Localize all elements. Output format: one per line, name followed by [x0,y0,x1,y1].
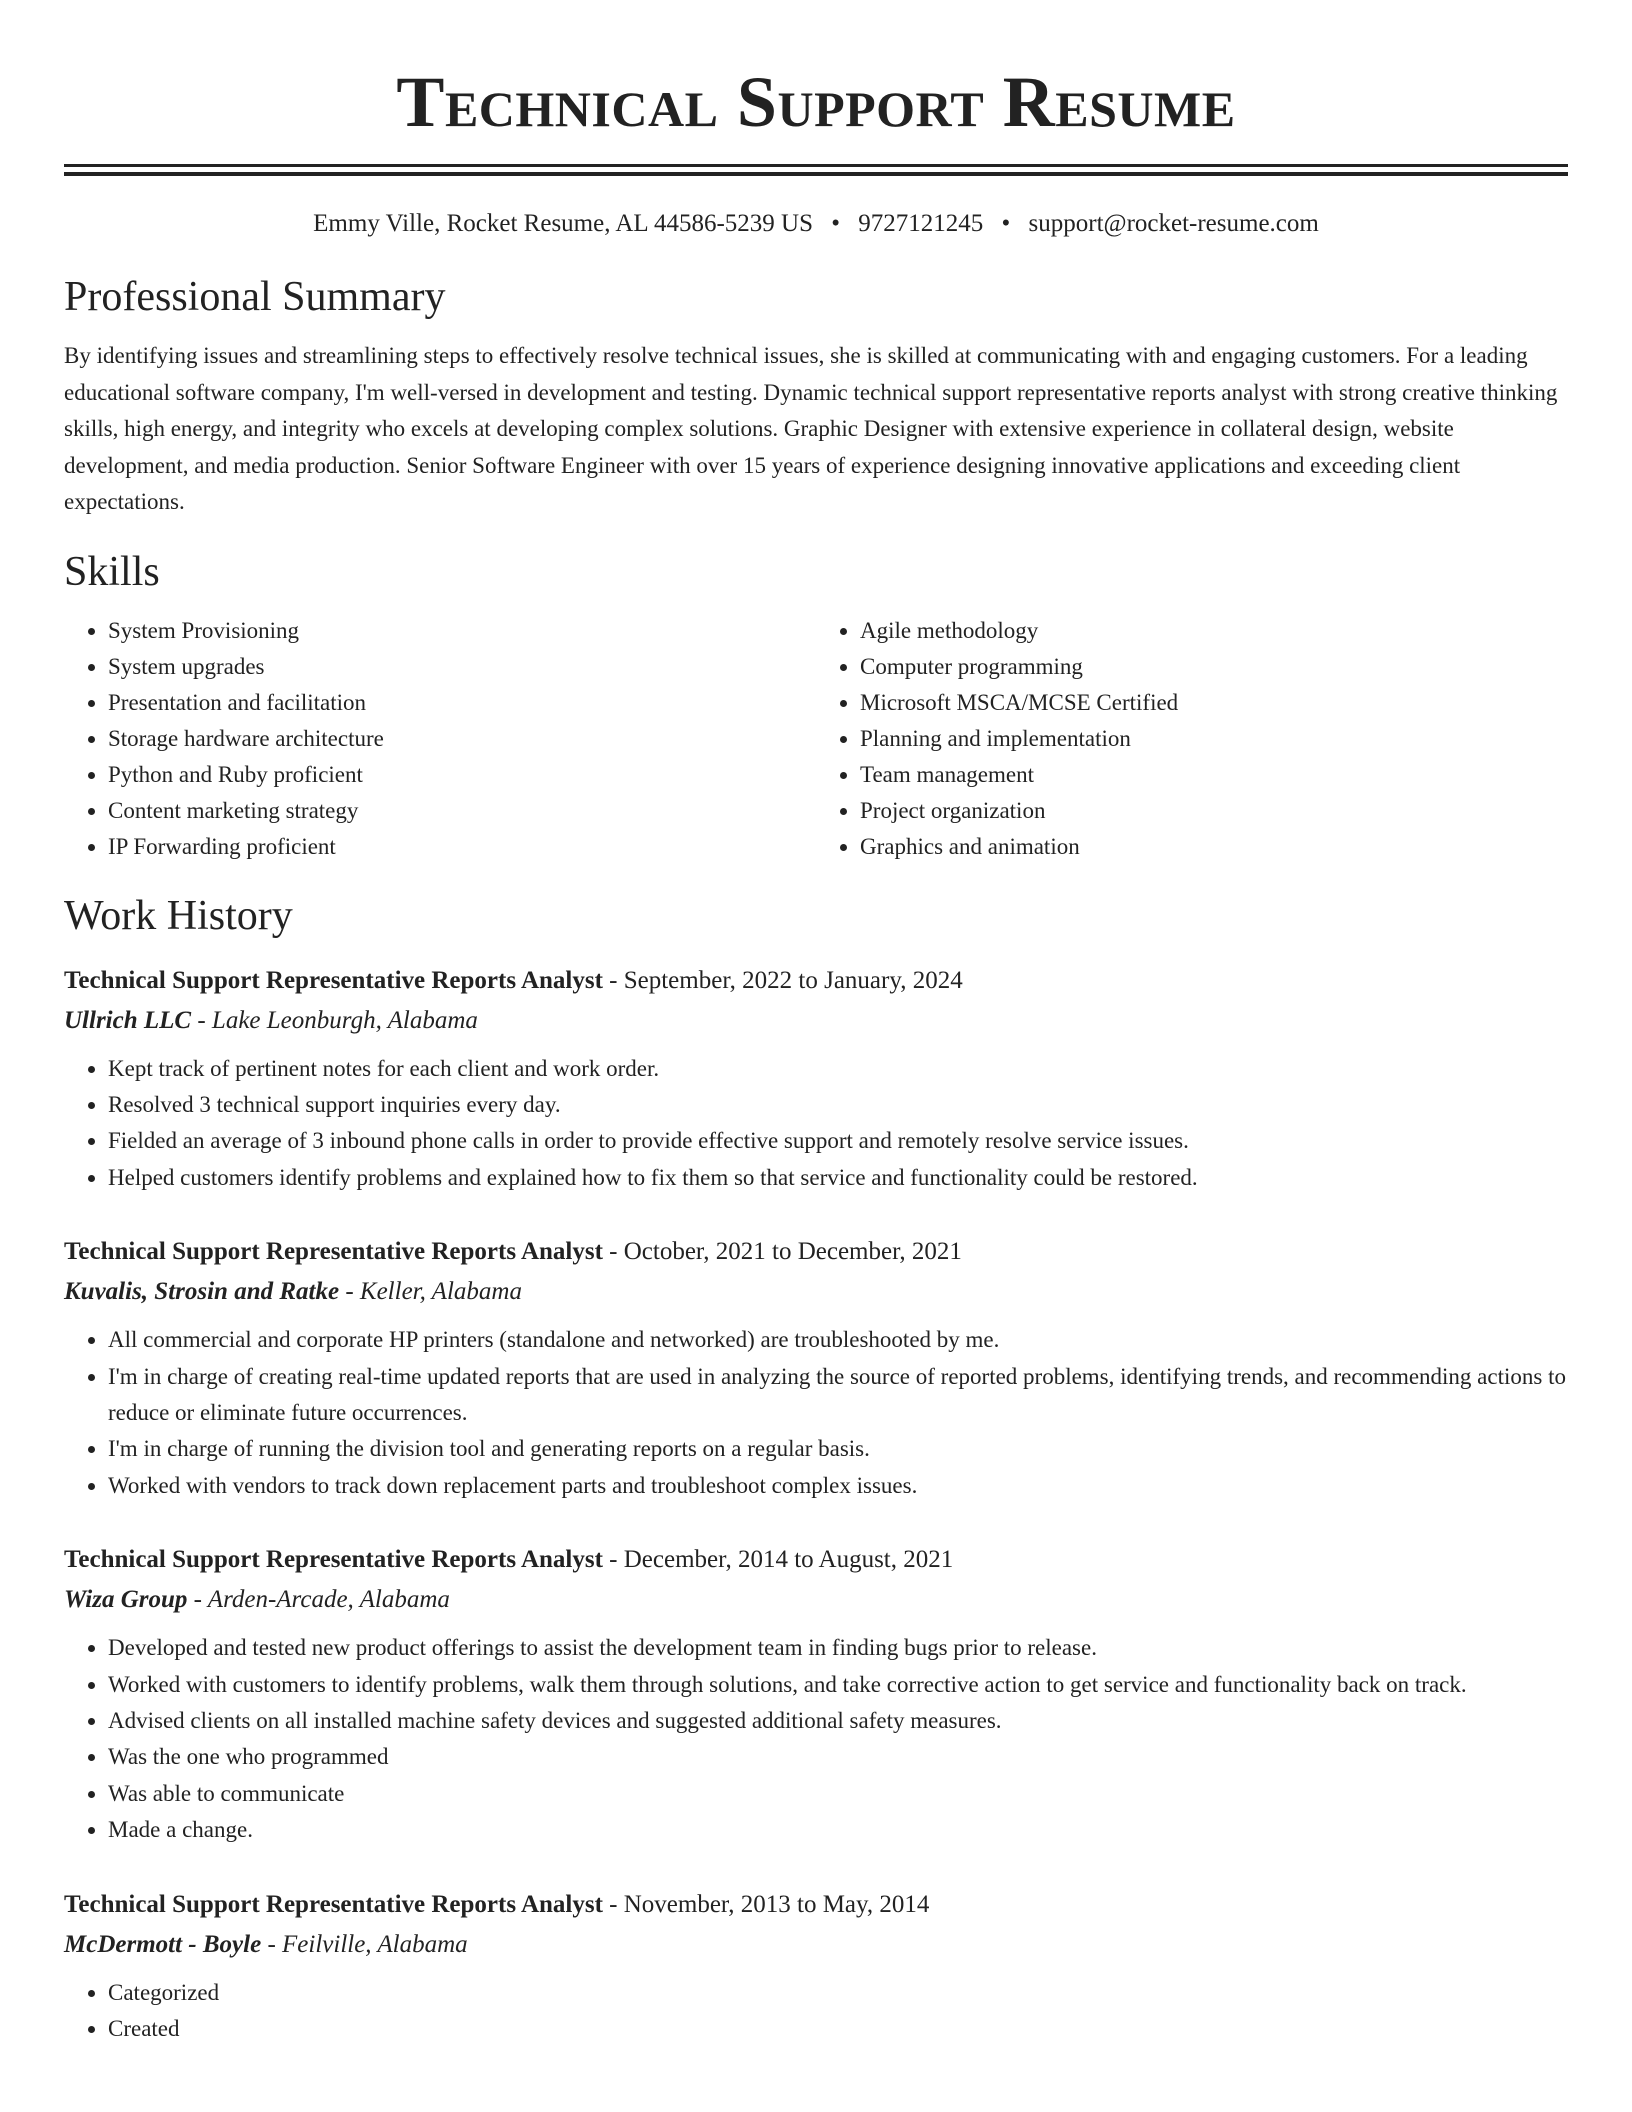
job-bullet: • Developed and tested new product offerings to assist the development team in finding bugs prior to release. [108,1630,1568,1666]
job-bullets [64,1630,1568,1848]
skills-section [64,547,1568,865]
job-bullet: • Worked with vendors to track down replacement parts and troubleshoot complex issues. [108,1468,1568,1504]
contact-phone: 9727121245 [858,210,984,237]
job-title: Technical Support Representative Reports Analyst [64,1546,603,1574]
job-bullet: • All commercial and corporate HP printers (standalone and networked) are troubleshooted by me. [108,1322,1568,1358]
contact-separator: • [831,210,841,237]
job-title-line: Technical Support Representative Reports Analyst - October, 2021 to December, 2021 [64,1238,962,1266]
resume-page [64,0,1568,2047]
skills-list-left [64,613,816,865]
resume-title: Technical Support Resume [396,62,1236,142]
job-title-line: Technical Support Representative Reports Analyst - December, 2014 to August, 2021 [64,1546,954,1574]
skill-item: • Computer programming [860,649,1568,685]
job-location: Feilville, Alabama [282,1930,468,1958]
skill-item: • Agile methodology [860,613,1568,649]
skill-item: • Planning and implementation [860,721,1568,757]
summary-section [64,272,1568,521]
skills-list-right [816,613,1568,865]
title-divider-top [64,164,1568,167]
job-title-line: Technical Support Representative Reports Analyst - September, 2022 to January, 2024 [64,966,963,994]
skill-item: • Graphics and animation [860,829,1568,865]
job-title: Technical Support Representative Reports Analyst [64,1238,603,1266]
skill-item: • Python and Ruby proficient [108,757,816,793]
job-bullet: • Created [108,2011,1568,2047]
contact-address: Emmy Ville, Rocket Resume, AL 44586-5239 US [313,210,814,237]
job-bullets [64,1975,1568,2048]
job-company: Wiza Group [64,1586,188,1614]
summary-text: By identifying issues and streamlining steps to effectively resolve technical issues, she is skilled at communicating with and engaging customers. For a leading educational software company, I'm well-versed in development and testing. Dynamic technical support representative reports analyst with strong creative thinking skills, high energy, and integrity who excels at developing complex solutions. Graphic Designer with extensive experience in collateral design, website development, and media production. Senior Software Engineer with over 15 years of experience designing innovative applications and exceeding client expectations. [64,343,1558,514]
job-entry [64,1889,1568,2048]
job-bullet: • Fielded an average of 3 inbound phone calls in order to provide effective support and remotely resolve service issues. [108,1123,1568,1159]
contact-line [64,208,1568,240]
skill-item: • Project organization [860,793,1568,829]
title-divider-bottom [64,172,1568,176]
job-location: Arden-Arcade, Alabama [207,1586,450,1614]
job-location: Lake Leonburgh, Alabama [211,1006,478,1034]
job-bullet: • Advised clients on all installed machine safety devices and suggested additional safety measures. [108,1703,1568,1739]
job-company: Ullrich LLC [64,1006,192,1034]
skills-columns [64,613,1568,865]
skill-item: • IP Forwarding proficient [108,829,816,865]
job-company: Kuvalis, Strosin and Ratke [64,1278,340,1306]
job-dates: November, 2013 to May, 2014 [623,1890,930,1918]
job-title-line: Technical Support Representative Reports Analyst - November, 2013 to May, 2014 [64,1890,930,1918]
job-bullet: • Kept track of pertinent notes for each client and work order. [108,1051,1568,1087]
skill-item: • System upgrades [108,649,816,685]
job-entry [64,1236,1568,1504]
job-title: Technical Support Representative Reports Analyst [64,1890,603,1918]
skill-item: • Presentation and facilitation [108,685,816,721]
job-location: Keller, Alabama [359,1278,522,1306]
skill-item: • System Provisioning [108,613,816,649]
job-bullets [64,1051,1568,1197]
job-company-line: Wiza Group - Arden-Arcade, Alabama [64,1586,450,1614]
job-bullets [64,1322,1568,1504]
job-company-line: Kuvalis, Strosin and Ratke - Keller, Alabama [64,1278,522,1306]
skill-item: • Microsoft MSCA/MCSE Certified [860,685,1568,721]
skill-item: • Team management [860,757,1568,793]
job-dates: December, 2014 to August, 2021 [623,1546,954,1574]
job-dates: September, 2022 to January, 2024 [623,966,963,994]
job-bullet: • Made a change. [108,1812,1568,1848]
job-bullet: • Helped customers identify problems and explained how to fix them so that service and functionality could be restored. [108,1160,1568,1196]
job-title: Technical Support Representative Reports Analyst [64,966,603,994]
job-company-line: McDermott - Boyle - Feilville, Alabama [64,1930,468,1958]
job-bullet: • Was the one who programmed [108,1739,1568,1775]
job-dates: October, 2021 to December, 2021 [623,1238,962,1266]
job-company: McDermott - Boyle [64,1930,262,1958]
job-company-line: Ullrich LLC - Lake Leonburgh, Alabama [64,1006,478,1034]
contact-separator: • [1001,210,1011,237]
skill-item: • Content marketing strategy [108,793,816,829]
work-history-section [64,891,1568,2048]
skill-item: • Storage hardware architecture [108,721,816,757]
job-bullet: • Categorized [108,1975,1568,2011]
job-bullet: • Worked with customers to identify problems, walk them through solutions, and take corrective action to get service and functionality back on track. [108,1667,1568,1703]
job-bullet: • I'm in charge of creating real-time updated reports that are used in analyzing the source of reported problems, identifying trends, and recommending actions to reduce or eliminate future occurrences. [108,1359,1568,1432]
job-entry [64,1544,1568,1848]
skills-heading: Skills [64,548,160,595]
job-bullet: • I'm in charge of running the division tool and generating reports on a regular basis. [108,1431,1568,1467]
job-bullet: • Was able to communicate [108,1776,1568,1812]
job-entry [64,965,1568,1197]
job-bullet: • Resolved 3 technical support inquiries every day. [108,1087,1568,1123]
work-history-heading: Work History [64,892,293,939]
summary-heading: Professional Summary [64,274,446,320]
contact-email: support@rocket-resume.com [1028,210,1319,237]
